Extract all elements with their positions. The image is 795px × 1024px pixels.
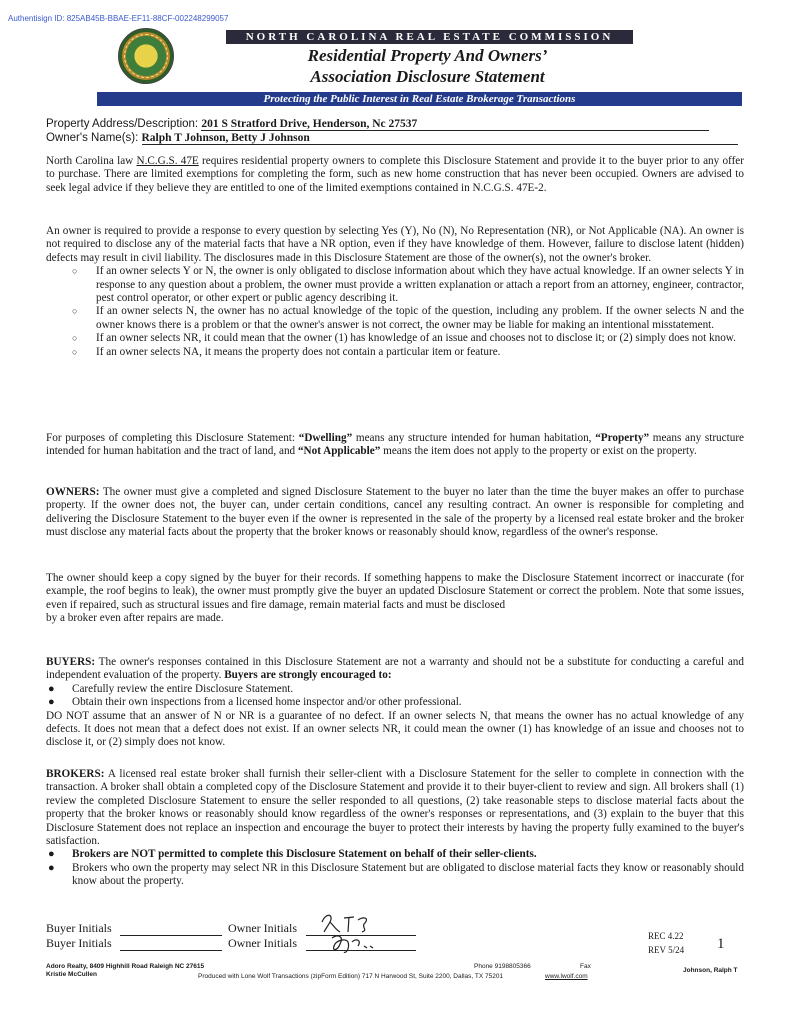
owner-initials-label: Owner Initials [228,921,297,935]
owners-section [46,486,744,540]
list-item: ● Brokers are NOT permitted to complete this Disclosure Statement on behalf of their seller-clients. [48,848,537,861]
footer-agency: Adoro Realty, 8409 Highhill Road Raleigh NC 27615 [46,963,205,970]
owners-update-tail: by a broker even after repairs are made. [46,612,224,625]
list-item: ○ If an owner selects NA, it means the property does not contain a particular item or feature. [72,345,501,358]
definitions-paragraph: For purposes of completing this Disclosure Statement: “Dwelling” means any structure intended for human habitation, “Property” means any structure intended for human habitation and the tract of land, and “Not Applicable” means the item does not apply to the property or exist on the property. [46,432,745,458]
intro-paragraph: North Carolina law N.C.G.S. 47E requires residential property owners to complete this Disclosure Statement and provide it to the buyer prior to any offer to purchase. There are limited exemptions for completing the form, such as new home construction that has never been occupied. Owners are advised to seek legal advice if they believe they are entitled to one of the limited exemptions contained in N.C.G.S. 47E-2. [46,155,744,194]
footer-file-name: Johnson, Ralph T [683,967,738,974]
owners-update-section [46,572,744,626]
property-address-field[interactable] [201,118,709,131]
footer-produced: Produced with Lone Wolf Transactions (zipForm Edition) 717 N Harwood St, Suite 2200, Dallas, TX 75201 [198,973,504,980]
footer-phone: Phone 9198805366 [474,963,531,970]
footer-agent: Kristie McCullen [46,971,97,978]
definitions-section [46,432,744,459]
brokers-list [46,848,744,888]
buyer-initials-field-1[interactable] [120,924,222,936]
form-title-line1: Residential Property And Owners’ [307,46,548,65]
owner-names-value: Ralph T Johnson, Betty J Johnson [141,132,310,144]
list-item: ○ If an owner selects N, the owner has no actual knowledge of the topic of the question, including any problem. If the owner selects N and the owner knows there is a problem or that the owner's answer is not correct, the owner may be liable for making an intentional misstatement. [72,305,744,331]
buyer-initials-field-2[interactable] [120,939,222,951]
brokers-section [46,768,744,889]
owners-paragraph: OWNERS: The owner must give a completed and signed Disclosure Statement to the buyer no later than the time the buyer makes an offer to purchase property. If the owner does not, the buyer can, under certain conditions, cancel any resulting contract. An owner is responsible for completing and delivering the Disclosure Statement to the buyer even if the owner is represented in the sale of the property by a licensed real estate broker and the broker must disclose any material facts about the property that the broker knows or reasonably should know, regardless of the owner's response. [46,486,744,539]
buyers-section [46,656,744,750]
response-rules-section [46,225,744,359]
buyers-heading: BUYERS: [46,656,96,668]
list-item: ● Brokers who own the property may select NR in this Disclosure Statement but are obligated to disclose material facts they know or reasonably should know about the property. [48,861,744,888]
owner-initials-label: Owner Initials [228,936,297,950]
authentisign-id: Authentisign ID: 825AB45B-BBAE-EF11-88CF-002248299057 [8,14,229,23]
owner-initials-signature-icon [318,908,378,956]
brokers-paragraph: BROKERS: A licensed real estate broker shall furnish their seller-client with a Disclosure Statement for the seller to complete in connection with the transaction. A broker shall obtain a completed copy of the Disclosure Statement and provide it to their buyer-client to review and sign. All brokers shall (1) review the completed Disclosure Statement to ensure the seller responded to all questions, (2) take reasonable steps to disclose material facts about the property that the broker knows or reasonably should know regardless of the owner's responses or representations, and (3) explain to the buyer that this Disclosure Statement does not replace an inspection and encourage the buyer to protect their interests by having the property fully examined to the buyer's satisfaction. [46,768,744,848]
footer-site-link[interactable]: www.lwolf.com [545,973,588,980]
form-title-line2: Association Disclosure Statement [310,67,545,86]
rev-date: REV 5/24 [648,945,685,955]
response-rules-paragraph: An owner is required to provide a response to every question by selecting Yes (Y), No (N), No Representation (NR), or Not Applicable (NA). An owner is not required to disclose any of the material facts that have a NR option, even if they have knowledge of them. However, failure to disclose latent (hidden) defects may result in civil liability. The disclosures made in this Disclosure Statement are those of the owner(s), not the owner's broker. [46,225,744,264]
owner-names-field[interactable] [142,132,738,145]
form-revision-info [648,929,684,957]
owner-names-row [46,132,738,145]
buyers-list [46,683,744,710]
buyer-initials-label: Buyer Initials [46,921,112,935]
commission-banner: NORTH CAROLINA REAL ESTATE COMMISSION [226,30,633,44]
tagline-banner: Protecting the Public Interest in Real Estate Brokerage Transactions [97,92,742,106]
intro-section [46,155,744,195]
list-item: ● Obtain their own inspections from a licensed home inspector and/or other professional. [48,696,462,709]
property-address-row [46,118,709,131]
owners-heading: OWNERS: [46,486,100,498]
list-item: ● Carefully review the entire Disclosure Statement. [48,682,294,695]
rec-number: REC 4.22 [648,931,684,941]
property-address-value: 201 S Stratford Drive, Henderson, Nc 27537 [201,118,418,130]
owner-names-label: Owner's Name(s): [46,132,139,144]
property-address-label: Property Address/Description: [46,118,199,130]
response-rules-list [46,265,744,359]
page-number: 1 [717,936,725,952]
buyer-initials-label: Buyer Initials [46,936,112,950]
list-item: ○ If an owner selects NR, it could mean that the owner (1) has knowledge of an issue and chooses not to disclose it; or (2) simply does not know. [72,332,736,345]
buyers-warning-paragraph: DO NOT assume that an answer of N or NR is a guarantee of no defect. If an owner selects N, that means the owner has no actual knowledge of any defects. It does not mean that a defect does not exist. If an owner selects NR, it could mean the owner (1) has knowledge of an issue and chooses not to disclose it, or (2) simply does not know. [46,709,744,749]
list-item: ○ If an owner selects Y or N, the owner is only obligated to disclose information about which they have actual knowledge. If an owner selects Y in response to any question about a problem, the owner must provide a written explanation or attach a report from an attorney, engineer, contractor, pest control operator, or other expert or public agency describing it. [72,265,744,305]
brokers-heading: BROKERS: [46,768,105,780]
footer-fax: Fax [580,963,591,970]
buyers-paragraph: BUYERS: The owner's responses contained in this Disclosure Statement are not a warranty and should not be a substitute for conducting a careful and independent evaluation of the property. Buyers are strongly encouraged to: [46,656,744,682]
owners-update-paragraph: The owner should keep a copy signed by the buyer for their records. If something happens to make the Disclosure Statement incorrect or inaccurate (for example, the roof begins to leak), the owner must promptly give the buyer an updated Disclosure Statement or correct the problem. Note that some issues, even if repaired, such as structural issues and fire damage, remain material facts and must be disclosed [46,572,744,611]
